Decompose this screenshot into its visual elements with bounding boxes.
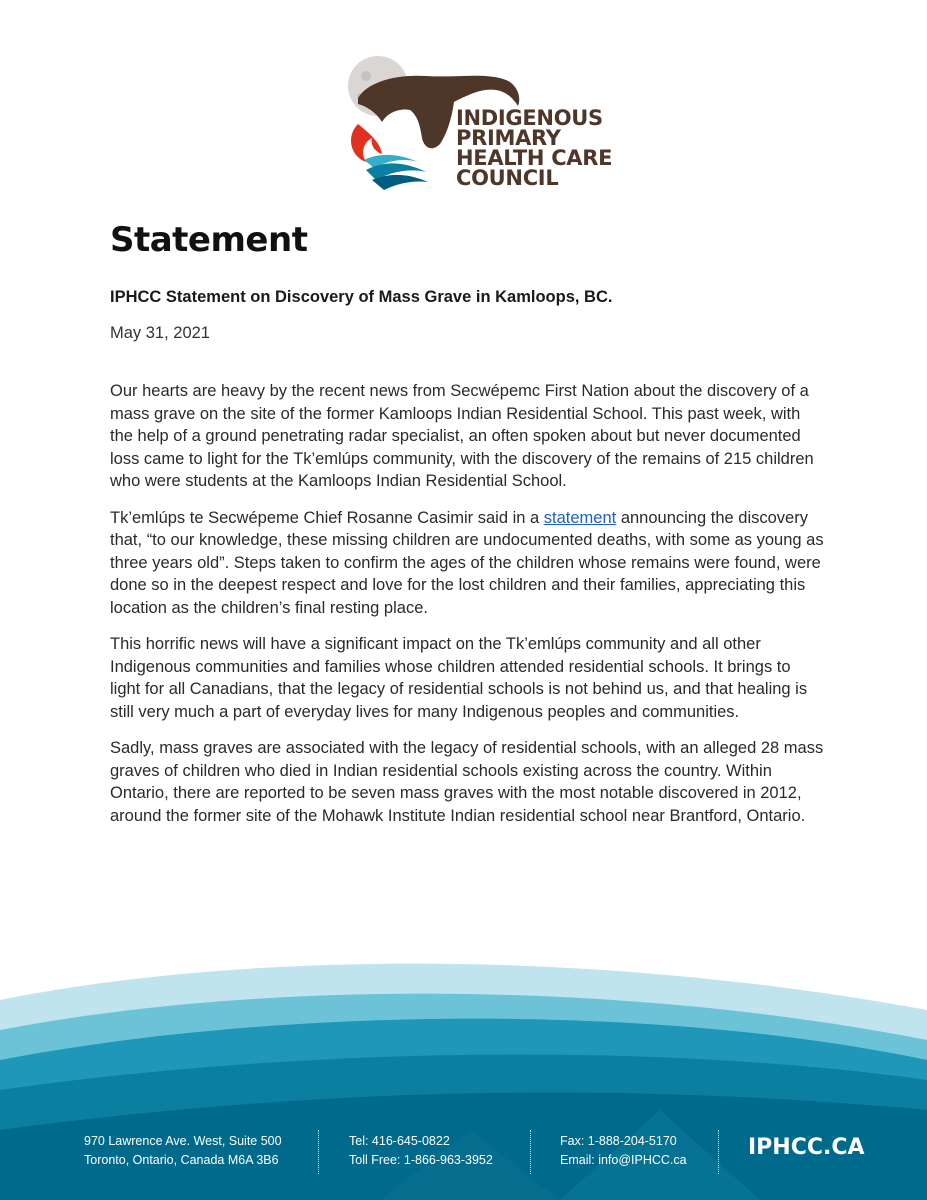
- paragraph-text: Tk’emlúps te Secwépeme Chief Rosanne Casimir said in a: [110, 508, 544, 527]
- tel-number: Tel: 416-645-0822: [349, 1134, 450, 1148]
- footer-address: [84, 1132, 282, 1170]
- footer-contact: [560, 1132, 687, 1170]
- paragraph: This horrific news will have a significant impact on the Tk’emlúps community and all other Indigenous communities and families whose children attended residential schools. It brings to light for all Canadians, that the legacy of residential schools is not behind us, and that healing is still very much a part of everyday lives for many Indigenous peoples and communities.: [110, 635, 808, 721]
- paragraph: Our hearts are heavy by the recent news from Secwépemc First Nation about the discovery of a mass grave on the site of the former Kamloops Indian Residential School. This past week, with the help of a ground penetrating radar specialist, an often spoken about but never documented loss came to light for the Tk’emlúps community, with the discovery of the remains of 215 children who were students at the Kamloops Indian Residential School.: [110, 382, 814, 490]
- statement-date: May 31, 2021: [110, 324, 210, 342]
- page-title: Statement: [110, 220, 308, 260]
- fax-number: Fax: 1-888-204-5170: [560, 1134, 677, 1148]
- paragraph: Sadly, mass graves are associated with the legacy of residential schools, with an alleged 28 mass graves of children who died in Indian residential schools existing across the country. Within Ontario, there are reported to be seven mass graves with the most notable discovered in 2012, around the former site of the Mohawk Institute Indian residential school near Brantford, Ontario.: [110, 739, 824, 825]
- logo-line: HEALTH CARE: [456, 146, 613, 170]
- logo-wordmark: [456, 108, 612, 188]
- statement-subtitle: IPHCC Statement on Discovery of Mass Grave in Kamloops, BC.: [110, 288, 613, 306]
- footer-divider: [718, 1130, 719, 1174]
- tollfree-number: Toll Free: 1-866-963-3952: [349, 1153, 493, 1167]
- footer-phone: [349, 1132, 493, 1170]
- logo: [336, 52, 613, 202]
- footer: [0, 1120, 927, 1190]
- statement-link[interactable]: statement: [543, 508, 617, 527]
- footer-divider: [530, 1130, 531, 1174]
- address-line: Toronto, Ontario, Canada M6A 3B6: [84, 1153, 279, 1167]
- email-address: Email: info@IPHCC.ca: [560, 1153, 687, 1167]
- footer-divider: [318, 1130, 319, 1174]
- paragraph: [110, 507, 825, 620]
- website-brand: IPHCC.CA: [748, 1135, 865, 1160]
- logo-line: INDIGENOUS: [456, 106, 603, 130]
- logo-line: COUNCIL: [456, 166, 559, 190]
- logo-line: PRIMARY: [456, 126, 561, 150]
- statement-body: [110, 380, 825, 841]
- paragraph-text: announcing the discovery that, “to our knowledge, these missing children are undocumented deaths, with some as young as three years old”. Steps taken to confirm the ages of the children whose remains were found, were done so in the deepest respect and love for the lost children and their families, appreciating this location as the children’s final resting place.: [110, 508, 824, 617]
- address-line: 970 Lawrence Ave. West, Suite 500: [84, 1134, 282, 1148]
